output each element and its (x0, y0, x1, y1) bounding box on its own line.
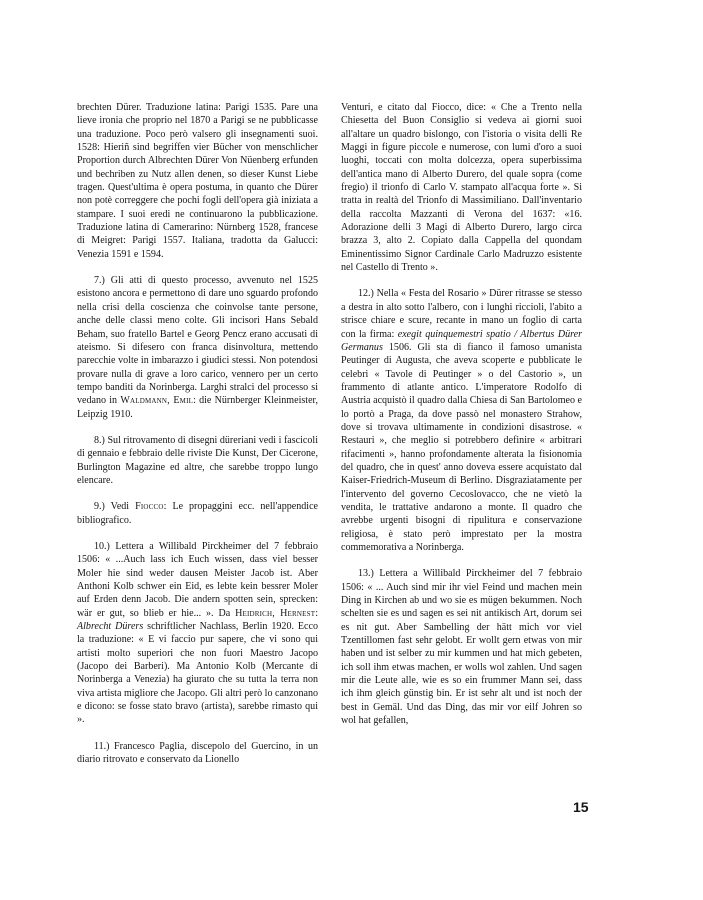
cited-author: Waldmann, Emil (120, 395, 194, 407)
note-10: 10.) Lettera a Willibald Pirckheimer del 7 febbraio 1506: « ...Auch lass ich Euch wissen, dass viel besser Moler hie sind weder dausen Meister Jacob ist. Aber Anthoni Kolb schwer ein Eid, es lebte kein bessrer Moler auf Erden denn Jacob. Die andern spotten sein, sprecken: wär er gut, so blieb er hie... ». Da Heidrich, Hernest: Albrecht Dürers schriftlicher Nachlass, Berlin 1920. Ecco la traduzione: « E vi faccio pur sapere, che vi sono qui artisti molto superiori che non fuori Maestro Jacopo (Jacopo dei Barberi). Ma Antonio Kolb (Mercante di Norinberga a Venezia) ha giurato che su tutta la terra non viva artista migliore che Jacopo. Gli altri però lo canzonano e dicono: se fosse stato bravo (artista), sarebbe rimasto qui ». (77, 540, 318, 726)
note-11-continuation: Venturi, e citato dal Fiocco, dice: « Che a Trento nella Chiesetta del Buon Consiglio si vedeva ai giorni suoi all'altare un quadro bislongo, con l'istoria o visita delli Re Maggi in figure piccole e numerose, con lumi d'oro a suoi luoghi, toccati con molta dolcezza, opera superbissima dell'antica mano di Alberto Durero, del quale sopra (come fregio) il trionfo di Carlo V. stampato all'acqua forte ». Si tratta in realtà del Trionfo di Massimiliano. Dall'inventario della raccolta Mazzanti di Verona del 1637: «16. Adorazione delli 3 Magi di Alberto Durero, largo circa brazza 3, alto 2. Copiato dalla Cappella del quondam Eminentissimo Signor Cardinale Carlo Madruzzo esistente nel Castello di Trento ». (341, 102, 582, 274)
left-column (77, 101, 318, 766)
cited-author: Heidrich, Hernest (235, 607, 316, 619)
right-column (341, 101, 582, 727)
note-7: 7.) Gli atti di questo processo, avvenuto nel 1525 esistono ancora e permettono di dare uno sguardo profondo nella crisi della coscienza che coinvolse tante persone, anche delle classi meno colte. Gli incisori Hans Sebald Beham, suo fratello Bartel e Georg Pencz erano accusati di ateismo. Si difesero con franca disinvoltura, mettendo parecchie volte in imbarazzo i giudici stessi. Non potendosi provare nulla di grave a loro carico, vennero per un certo tempo banditi da Norinberga. Larghi stralci del processo si vedano in Waldmann, Emil: die Nürnberger Kleinmeister, Leipzig 1910. (77, 275, 318, 420)
note-11: 11.) Francesco Paglia, discepolo del Guercino, in un diario ritrovato e conservato da Lionello (77, 740, 318, 766)
note-13: 13.) Lettera a Willibald Pirckheimer del 7 febbraio 1506: « ... Auch sind mir ihr viel Feind und machen mein Ding in Kirchen ab und wo sie es mügen bekummen. Noch schelten sie es und sagen es sei nit antikisch Art, dorum sei es nit gut. Aber Sambelling der hätt mich vor viel Tzentillomen fast sehr gelobt. Er wollt gern etwas von mir haben und ist selber zu mir kummen und hat mich gebeten, ich soll ihm etwas machen, er wolls wol zahlen. Und sagen mir die Leute alle, wie es so ein frummer Mann sei, dass ich ihm gleich günstig bin. Er ist sehr alt und ist noch der best in Gemäl. Und das Ding, das mir vor eilf Johren so wol hat gefallen, (341, 568, 582, 727)
note-12: 12.) Nella « Festa del Rosario » Dürer ritrasse se stesso a destra in alto sotto l'albero, con i lunghi riccioli, l'abito a strisce chiare e scure, recante in mano un foglio di carta con la firma: exegit quinquemestri spatio / Albertus Dürer Germanus 1506. Gli sta di fianco il famoso umanista Peutinger di Augusta, che aveva scoperte e pubblicate le celebri « Tavole di Peutinger » o del Castorio », un frammento di atlante antico. L'imperatore Rodolfo di Austria acquistò il quadro dalla Chiesa di San Bartolomeo e lo portò a Praga, da dove passò nel monastero Strahow, dove si trovava ultimamente in condizioni disastrose. « Restauri », che meglio si potrebbero definire « arbitrari rifacimenti », hanno profondamente alterata la fisionomia del quadro, che in quest' anno doveva essere acquistato dal Kaiser-Friedrich-Museum di Berlino. Disgraziatamente per l'intervento del governo Cecoslovacco, che ne vietò la vendita, le trattative andarono a monte. Il quadro che avrebbe urgenti bisogni di ripulitura e conservazione religiosa, è stato però imprestato per la mostra commemorativa a Norinberga. (341, 288, 583, 553)
note-6-continuation: brechten Dürer. Traduzione latina: Parigi 1535. Pare una lieve ironia che proprio nel 1870 a Parigi se ne pubblicasse una traduzione. Poco però valsero gli insegnamenti suoi. 1528: Hieriñ sind begriffen vier Bücher von menschlicher Proportion durch Albrechten Dürer Von Nüenberg erfunden und bechriben zu Nutz allen denen, so dieser Kunst Liebe tragen. Quest'ultima è opera postuma, in quanto che Dürer non potè correggere che pochi fogli dell'opera già iniziata a stampare. I suoi eredi ne continuarono la pubblicazione. Traduzione latina di Camerarino: Nürnberg 1528, francese di Meigret: Parigi 1557. Italiana, tradotta da Galucci: Venezia 1591 e 1594. (77, 102, 318, 260)
note-9: 9.) Vedi Fiocco: Le propaggini ecc. nell'appendice bibliografico. (77, 501, 319, 526)
inscription: exegit quinquemestri spatio / Albertus Dürer Germanus (341, 328, 583, 353)
note-8: 8.) Sul ritrovamento di disegni düreriani vedi i fascicoli di gennaio e febbraio delle riviste Die Kunst, Der Cicerone, Burlington Magazine ed altre, che sarebbe troppo lungo elencare. (77, 434, 318, 486)
cited-author: Fiocco (135, 501, 164, 513)
page-number: 15 (573, 799, 589, 815)
cited-title: Albrecht Dürers (77, 621, 144, 633)
